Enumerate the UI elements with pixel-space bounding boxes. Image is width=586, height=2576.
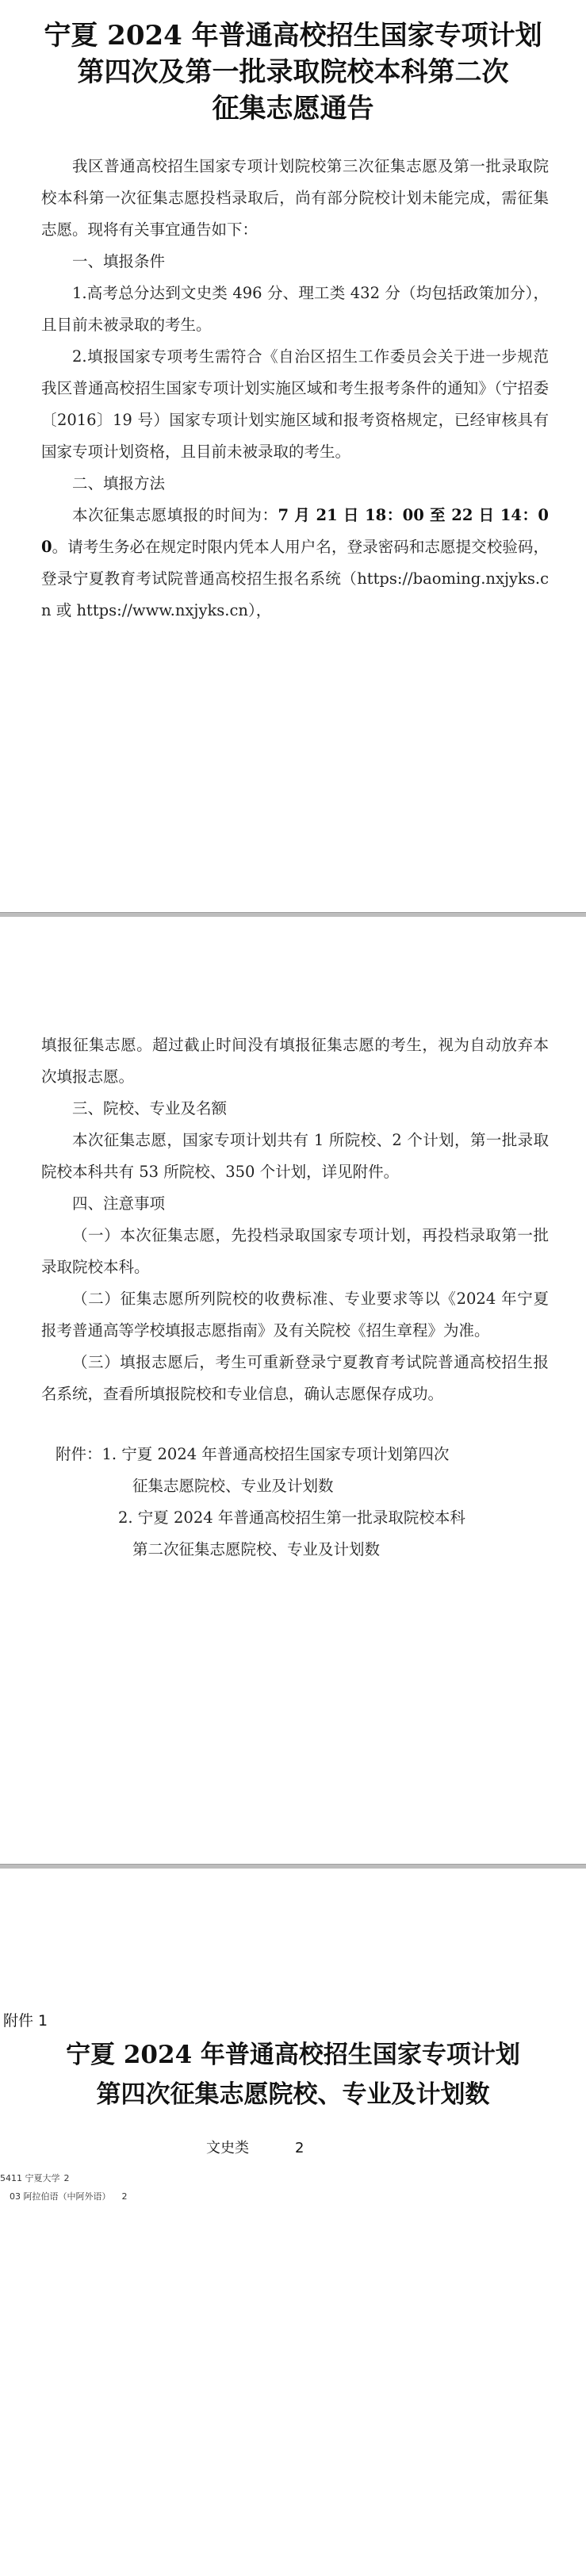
document-page-1 [0, 0, 586, 912]
attachment-title-line-1: 宁夏 2024 年普通高校招生国家专项计划 [66, 2041, 520, 2069]
method-continuation: 填报征集志愿。超过截止时间没有填报征集志愿的考生，视为自动放弃本次填报志愿。 [41, 1036, 549, 1086]
major-plan-count: 2 [121, 2191, 128, 2202]
condition-2-paragraph: 2.填报国家专项考生需符合《自治区招生工作委员会关于进一步规范我区普通高校招生国家专项计划实施区域和考生报考条件的通知》（宁招委〔2016〕19 号）国家专项计划实施区域和报考资格规定，已经审核具有国家专项计划资格，且目前未被录取的考生。 [41, 347, 549, 461]
title-line-1: 宁夏 2024 年普通高校招生国家专项计划 [44, 20, 542, 52]
intro-paragraph: 我区普通高校招生国家专项计划院校第三次征集志愿及第一批录取院校本科第一次征集志愿投档录取后，尚有部分院校计划未能完成，需征集志愿。现将有关事宜通告如下： [41, 157, 549, 239]
condition-1-paragraph: 1.高考总分达到文史类 496 分、理工类 432 分（均包括政策加分），且目前未被录取的考生。 [41, 284, 549, 334]
method-text-pre: 本次征集志愿填报的时间为： [72, 506, 278, 524]
attachment-title [0, 2035, 586, 2114]
major-name: 03 阿拉伯语（中阿外语） [10, 2191, 111, 2202]
section-heading-method: 二、填报方法 [72, 474, 166, 493]
notice-title [0, 17, 586, 127]
attachment-line-2: 征集志愿院校、专业及计划数 [132, 1477, 334, 1495]
note-3-paragraph: （三）填报志愿后，考生可重新登录宁夏教育考试院普通高校招生报名系统，查看所填报院校和专业信息，确认志愿保存成功。 [41, 1353, 549, 1403]
subject-category-row [206, 2137, 304, 2157]
note-1-paragraph: （一）本次征集志愿，先投档录取国家专项计划，再投档录取第一批录取院校本科。 [41, 1226, 549, 1276]
document-page-3 [0, 1869, 586, 2576]
table-row [0, 2172, 70, 2184]
method-paragraph [41, 500, 549, 627]
school-name: 5411 宁夏大学 [0, 2173, 60, 2183]
attachment-line-4: 第二次征集志愿院校、专业及计划数 [132, 1540, 381, 1558]
subject-plan-count: 2 [295, 2140, 304, 2156]
section-heading-schools: 三、院校、专业及名额 [72, 1099, 228, 1117]
section-heading-notes: 四、注意事项 [72, 1194, 166, 1213]
schools-paragraph: 本次征集志愿，国家专项计划共有 1 所院校、2 个计划，第一批录取院校本科共有 53 所院校、350 个计划，详见附件。 [41, 1131, 549, 1181]
attachment-line-3: 2. 宁夏 2024 年普通高校招生第一批录取院校本科 [118, 1508, 465, 1527]
section-heading-conditions: 一、填报条件 [72, 252, 166, 270]
table-row [10, 2190, 128, 2202]
document-page-2 [0, 917, 586, 1864]
method-text-post: 。请考生务必在规定时限内凭本人用户名，登录密码和志愿提交校验码，登录宁夏教育考试院普通高校招生报名系统（https://baoming.nxjyks.cn 或 https://www.nxjyks.cn）， [41, 538, 549, 619]
title-line-3: 征集志愿通告 [212, 93, 374, 125]
attachment-line-1: 附件：1. 宁夏 2024 年普通高校招生国家专项计划第四次 [56, 1445, 450, 1463]
page1-body [41, 151, 549, 627]
fill-time-range: 7 月 21 日 18：00 至 22 日 14：00 [41, 506, 549, 556]
school-plan-count: 2 [63, 2173, 70, 2183]
attachment-title-line-2: 第四次征集志愿院校、专业及计划数 [96, 2080, 490, 2109]
subject-category: 文史类 [206, 2140, 249, 2156]
attachment-label: 附件 1 [3, 2012, 48, 2030]
page2-body [41, 1029, 549, 1566]
note-2-paragraph: （二）征集志愿所列院校的收费标准、专业要求等以《2024 年宁夏报考普通高等学校填报志愿指南》及有关院校《招生章程》为准。 [41, 1290, 549, 1340]
title-line-2: 第四次及第一批录取院校本科第二次 [77, 56, 509, 88]
attachments-list [41, 1439, 549, 1566]
